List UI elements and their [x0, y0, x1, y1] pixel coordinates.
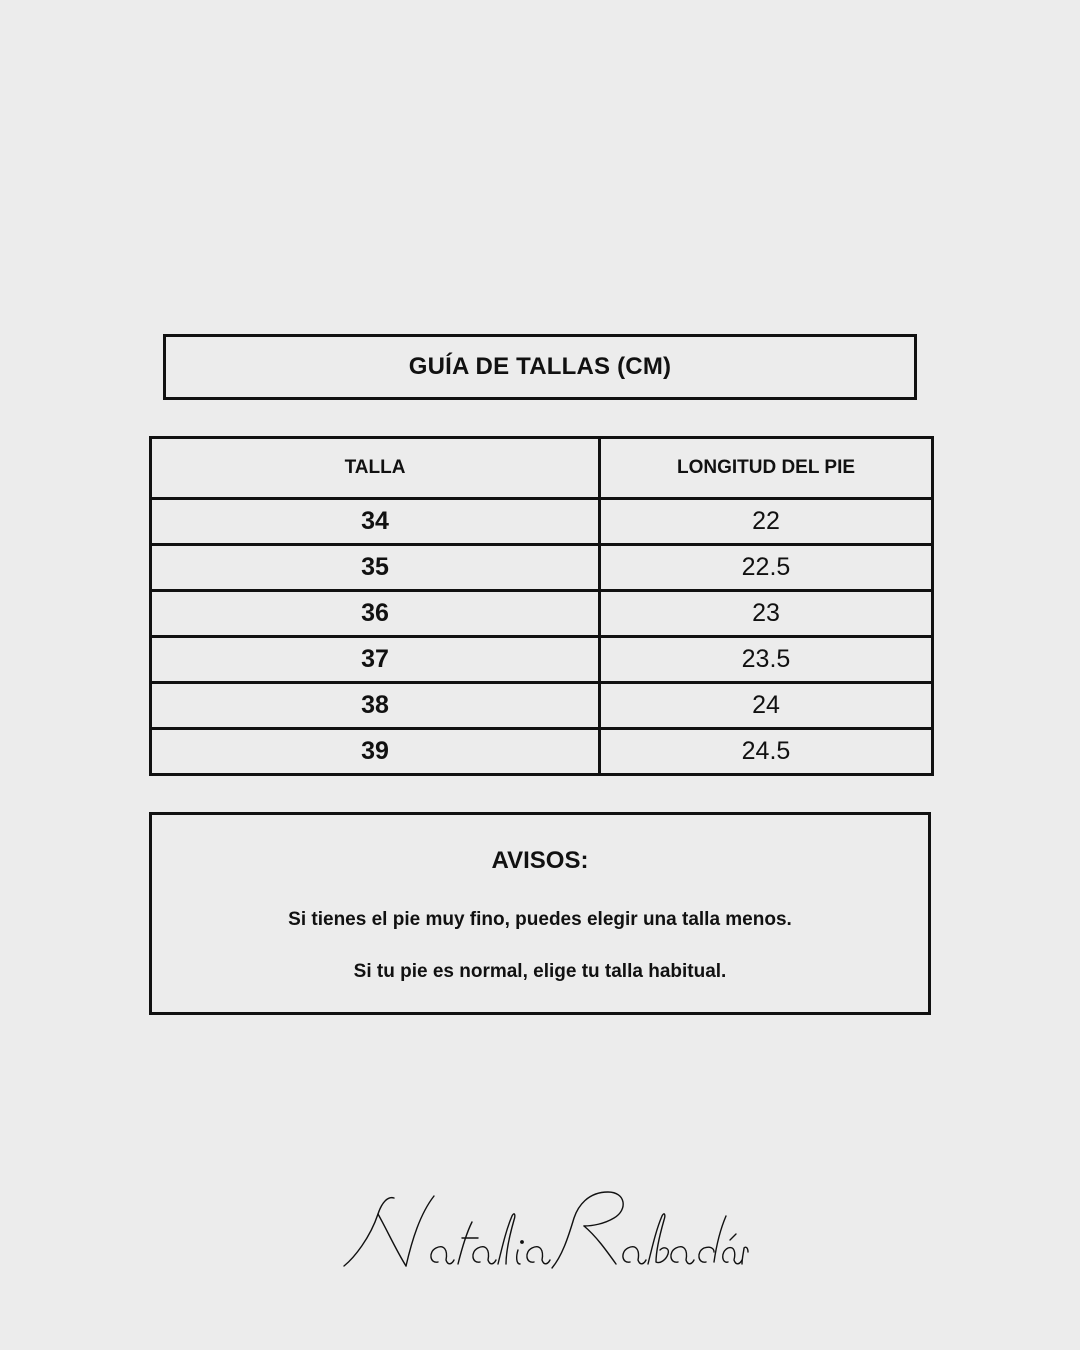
- header-size: TALLA: [151, 438, 600, 499]
- table-row: [151, 499, 933, 545]
- size-cell: 34: [151, 499, 600, 545]
- title-box: [163, 334, 917, 400]
- notice-box: [149, 812, 931, 1015]
- signature-logo: [330, 1178, 750, 1278]
- notice-title: AVISOS:: [491, 847, 589, 874]
- signature-graphic: [330, 1178, 750, 1278]
- length-cell: 24.5: [600, 729, 933, 775]
- size-table: [149, 436, 934, 776]
- length-cell: 23.5: [600, 637, 933, 683]
- size-cell: 35: [151, 545, 600, 591]
- table-row: [151, 637, 933, 683]
- table-row: [151, 729, 933, 775]
- notice-line: Si tu pie es normal, elige tu talla habitual.: [353, 961, 727, 982]
- table-row: [151, 545, 933, 591]
- page-title: GUÍA DE TALLAS (CM): [408, 353, 672, 380]
- size-cell: 36: [151, 591, 600, 637]
- header-length: LONGITUD DEL PIE: [600, 438, 933, 499]
- size-cell: 39: [151, 729, 600, 775]
- size-cell: 38: [151, 683, 600, 729]
- table-row: [151, 591, 933, 637]
- length-cell: 23: [600, 591, 933, 637]
- table-row: [151, 683, 933, 729]
- table-header-row: [151, 438, 933, 499]
- size-cell: 37: [151, 637, 600, 683]
- notice-line: Si tienes el pie muy fino, puedes elegir una talla menos.: [288, 909, 792, 930]
- length-cell: 22: [600, 499, 933, 545]
- length-cell: 22.5: [600, 545, 933, 591]
- length-cell: 24: [600, 683, 933, 729]
